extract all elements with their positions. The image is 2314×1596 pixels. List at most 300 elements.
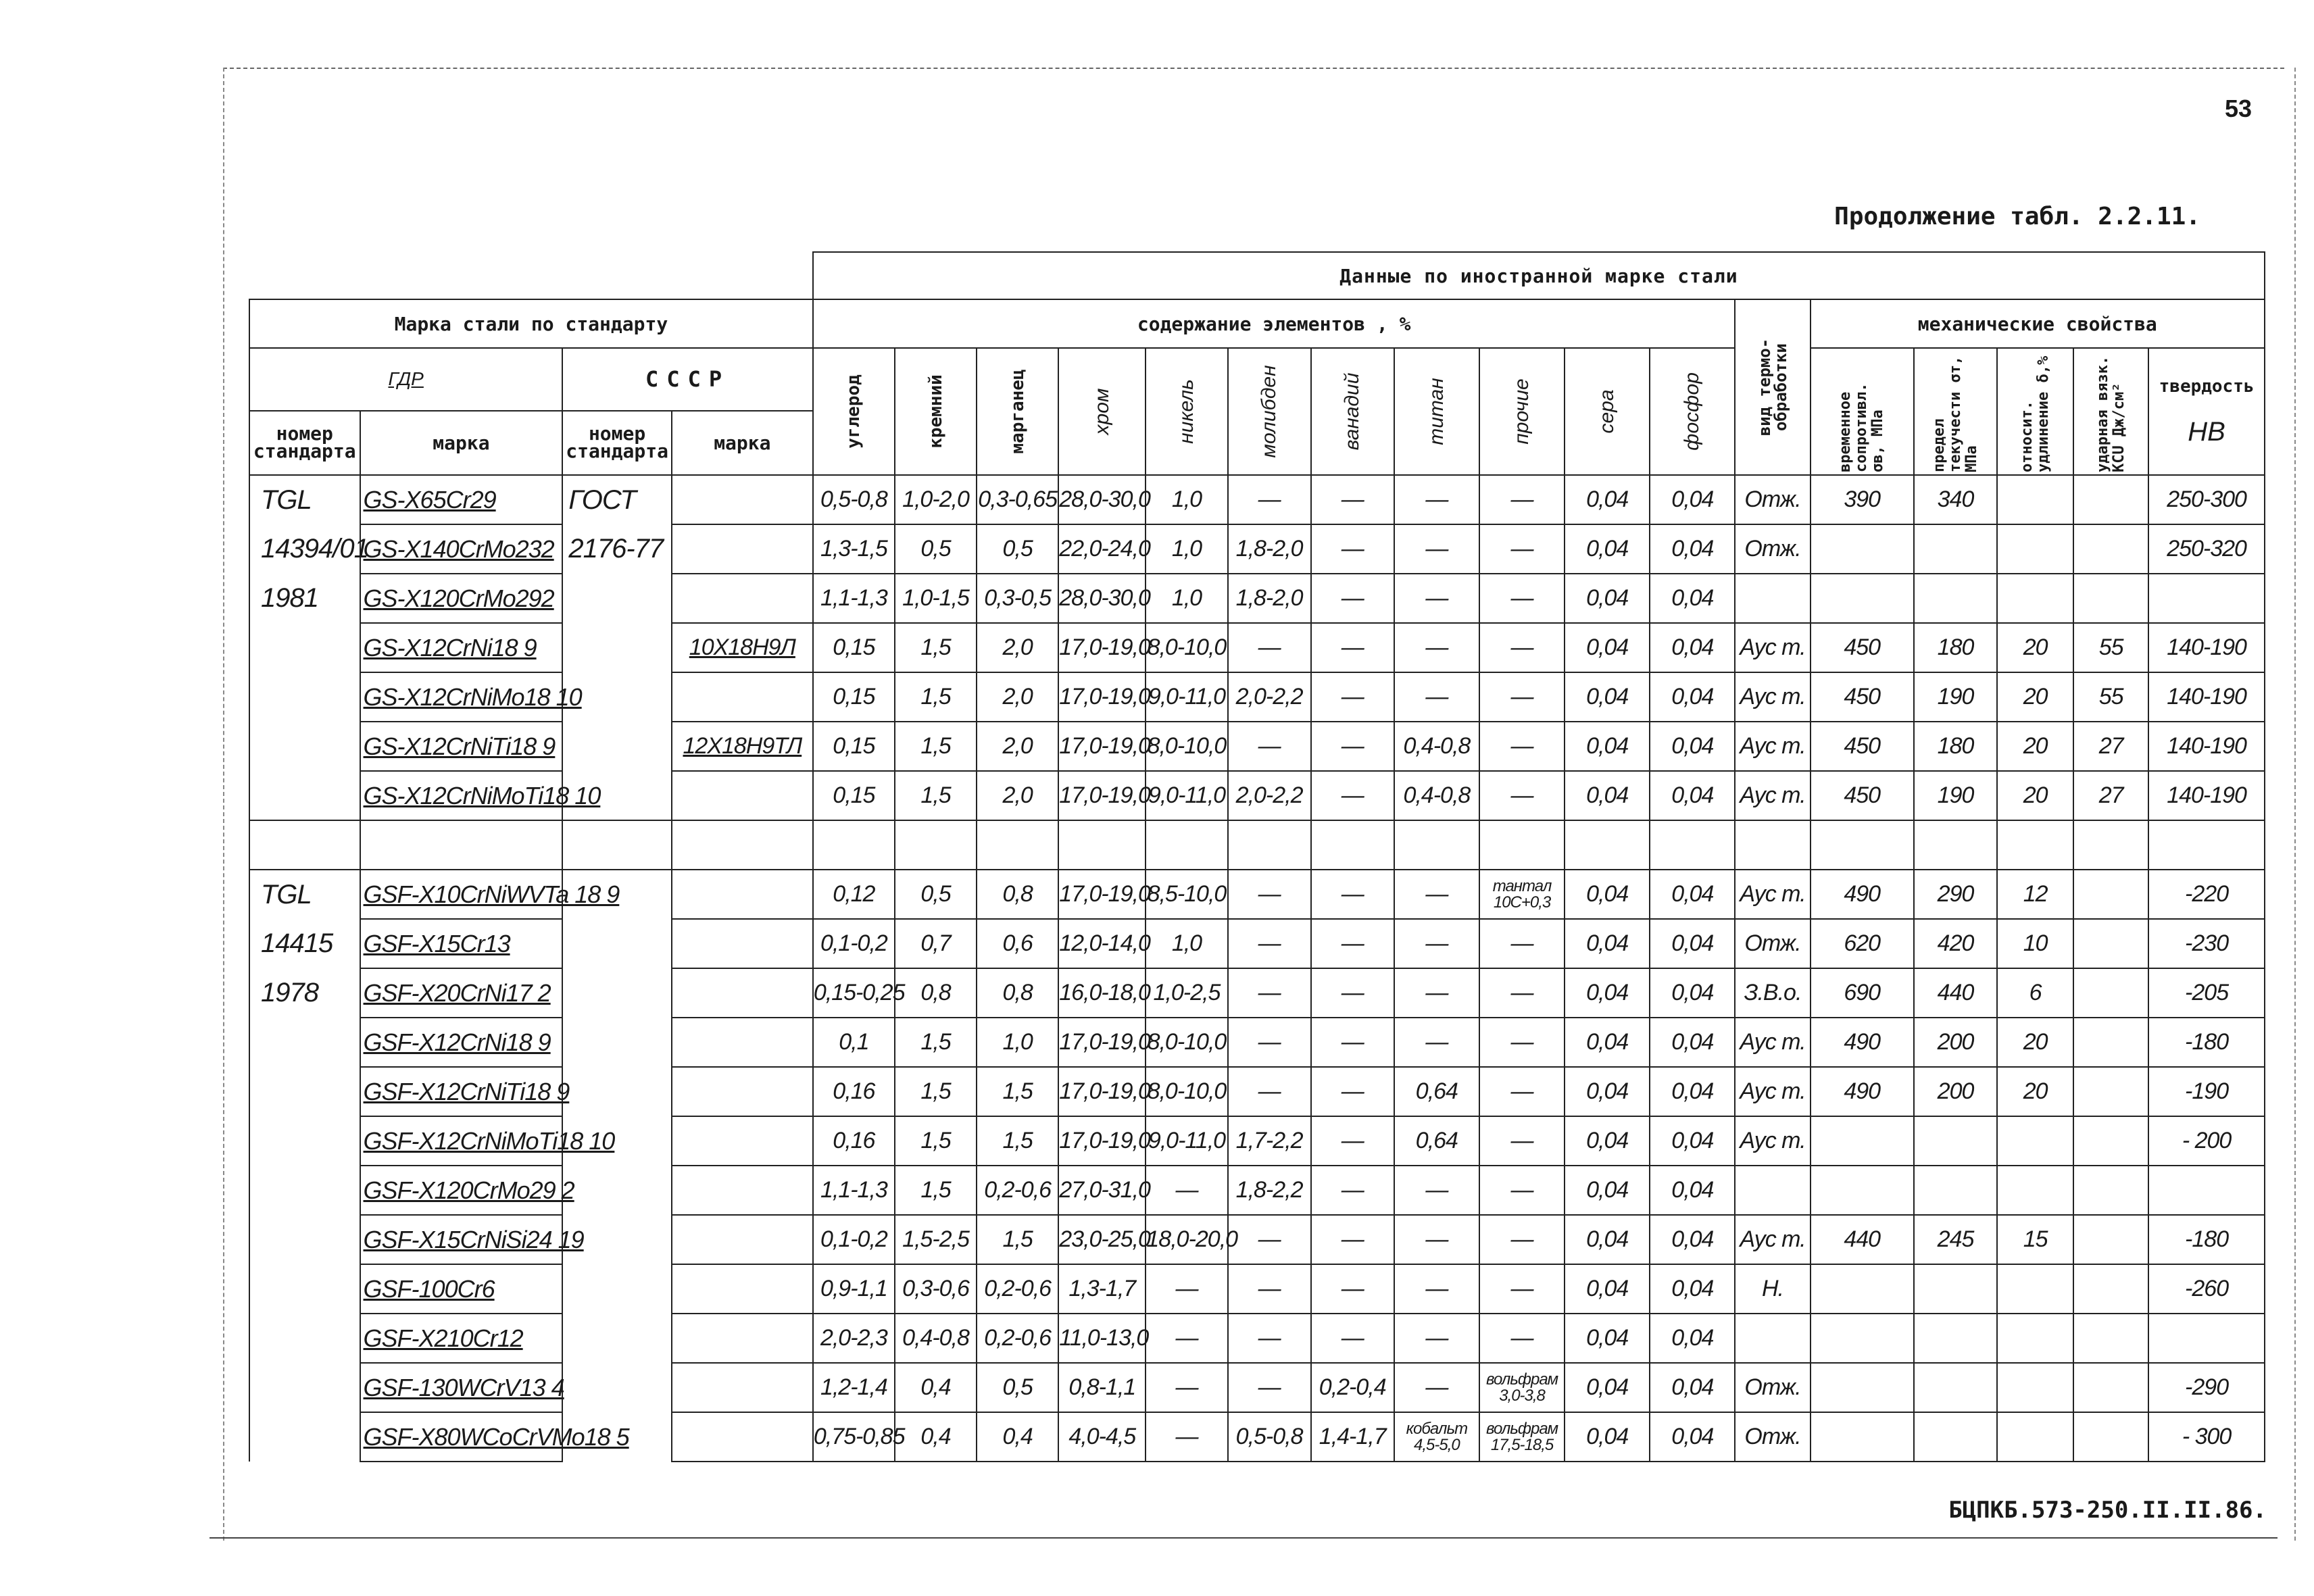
- other-cell: —: [1479, 672, 1565, 722]
- other-cell: вольфрам 17,5-18,5: [1479, 1412, 1565, 1462]
- impact-cell: [2073, 870, 2148, 919]
- impact-cell: [2073, 574, 2148, 623]
- titanium-cell: 0,64: [1394, 1116, 1479, 1166]
- table-body: [249, 475, 2265, 1462]
- elongation-cell: [1997, 1314, 2073, 1363]
- titanium-cell: 0,4-0,8: [1394, 722, 1479, 771]
- header-ussr: СССР: [562, 348, 812, 411]
- phosphorus-cell: 0,04: [1650, 1166, 1735, 1215]
- impact-cell: [2073, 1412, 2148, 1462]
- elongation-cell: [1997, 1412, 2073, 1462]
- gdr-grade-cell: GSF-100Cr6: [360, 1264, 563, 1314]
- molybdenum-cell: 1,8-2,0: [1228, 574, 1311, 623]
- header-std-no-gdr: номер стандарта: [249, 411, 360, 475]
- elongation-cell: 6: [1997, 968, 2073, 1018]
- vanadium-cell: —: [1311, 1314, 1394, 1363]
- nickel-cell: 9,0-11,0: [1146, 672, 1227, 722]
- manganese-cell: 1,5: [977, 1116, 1058, 1166]
- elongation-cell: [1997, 1363, 2073, 1412]
- yield-cell: [1914, 1412, 1997, 1462]
- page-number: 53: [2224, 95, 2252, 122]
- manganese-cell: 0,8: [977, 870, 1058, 919]
- manganese-cell: 0,8: [977, 968, 1058, 1018]
- ussr-grade-cell: [672, 1166, 813, 1215]
- gdr-standard-cell: TGL: [249, 475, 360, 524]
- hardness-cell: -290: [2148, 1363, 2265, 1412]
- phosphorus-cell: 0,04: [1650, 870, 1735, 919]
- silicon-cell: 1,5: [895, 722, 977, 771]
- header-gdr: ГДР: [249, 348, 562, 411]
- elongation-cell: 15: [1997, 1215, 2073, 1264]
- vanadium-cell: —: [1311, 771, 1394, 820]
- tensile-cell: 450: [1811, 623, 1914, 672]
- carbon-cell: 0,15: [813, 722, 895, 771]
- table-row: [249, 672, 2265, 722]
- ussr-grade-cell: [672, 475, 813, 524]
- nickel-cell: 9,0-11,0: [1146, 771, 1227, 820]
- titanium-cell: —: [1394, 574, 1479, 623]
- gdr-standard-cell: 14415: [249, 919, 360, 968]
- molybdenum-cell: 2,0-2,2: [1228, 771, 1311, 820]
- yield-cell: 290: [1914, 870, 1997, 919]
- other-cell: —: [1479, 1314, 1565, 1363]
- table-row: [249, 1116, 2265, 1166]
- empty-cell: [895, 820, 977, 870]
- silicon-cell: 0,5: [895, 870, 977, 919]
- yield-cell: 420: [1914, 919, 1997, 968]
- manganese-cell: 0,3-0,65: [977, 475, 1058, 524]
- other-cell: —: [1479, 524, 1565, 574]
- manganese-cell: 2,0: [977, 722, 1058, 771]
- hardness-cell: -190: [2148, 1067, 2265, 1116]
- elongation-cell: 20: [1997, 672, 2073, 722]
- carbon-cell: 1,2-1,4: [813, 1363, 895, 1412]
- ussr-grade-cell: [672, 574, 813, 623]
- ussr-grade-cell: [672, 1116, 813, 1166]
- nickel-cell: 8,0-10,0: [1146, 1018, 1227, 1067]
- other-cell: —: [1479, 722, 1565, 771]
- molybdenum-cell: —: [1228, 475, 1311, 524]
- yield-cell: [1914, 524, 1997, 574]
- phosphorus-cell: 0,04: [1650, 623, 1735, 672]
- phosphorus-cell: 0,04: [1650, 1018, 1735, 1067]
- tensile-cell: [1811, 574, 1914, 623]
- silicon-cell: 1,5: [895, 1116, 977, 1166]
- carbon-cell: 0,16: [813, 1116, 895, 1166]
- tensile-cell: [1811, 1116, 1914, 1166]
- hardness-cell: -230: [2148, 919, 2265, 968]
- heat-treatment-cell: Отж.: [1735, 1363, 1810, 1412]
- gdr-standard-cell: [249, 672, 360, 722]
- ussr-standard-cell: [562, 1314, 672, 1363]
- vanadium-cell: —: [1311, 1166, 1394, 1215]
- frame-bottom-line: [210, 1537, 2278, 1539]
- other-cell: —: [1479, 1264, 1565, 1314]
- nickel-cell: 18,0-20,0: [1146, 1215, 1227, 1264]
- ussr-grade-cell: [672, 919, 813, 968]
- molybdenum-cell: —: [1228, 1264, 1311, 1314]
- gdr-grade-cell: GS-X12CrNiMo18 10: [360, 672, 563, 722]
- empty-cell: [1811, 820, 1914, 870]
- manganese-cell: 2,0: [977, 771, 1058, 820]
- silicon-cell: 1,0-1,5: [895, 574, 977, 623]
- header-sulfur: сера: [1565, 348, 1650, 475]
- phosphorus-cell: 0,04: [1650, 1412, 1735, 1462]
- manganese-cell: 0,2-0,6: [977, 1166, 1058, 1215]
- phosphorus-cell: 0,04: [1650, 475, 1735, 524]
- header-elongation: относит. удлинение δ,%: [1997, 348, 2073, 475]
- table-row: [249, 524, 2265, 574]
- ussr-grade-cell: [672, 1067, 813, 1116]
- ussr-standard-cell: [562, 722, 672, 771]
- carbon-cell: 0,15: [813, 771, 895, 820]
- titanium-cell: —: [1394, 1018, 1479, 1067]
- header-vanadium: ванадий: [1311, 348, 1394, 475]
- header-element-content: содержание элементов , %: [813, 299, 1736, 348]
- gdr-standard-cell: [249, 1264, 360, 1314]
- sulfur-cell: 0,04: [1565, 1166, 1650, 1215]
- molybdenum-cell: —: [1228, 623, 1311, 672]
- carbon-cell: 0,9-1,1: [813, 1264, 895, 1314]
- gdr-grade-cell: GSF-X10CrNiWVTa 18 9: [360, 870, 563, 919]
- ussr-standard-cell: [562, 919, 672, 968]
- gdr-grade-cell: GS-X140CrMo232: [360, 524, 563, 574]
- nickel-cell: 8,0-10,0: [1146, 722, 1227, 771]
- carbon-cell: 0,15: [813, 623, 895, 672]
- other-cell: —: [1479, 574, 1565, 623]
- manganese-cell: 0,4: [977, 1412, 1058, 1462]
- vanadium-cell: —: [1311, 574, 1394, 623]
- empty-cell: [562, 820, 672, 870]
- impact-cell: 55: [2073, 672, 2148, 722]
- titanium-cell: —: [1394, 623, 1479, 672]
- molybdenum-cell: 1,7-2,2: [1228, 1116, 1311, 1166]
- heat-treatment-cell: Аус т.: [1735, 870, 1810, 919]
- vanadium-cell: —: [1311, 623, 1394, 672]
- carbon-cell: 0,1-0,2: [813, 1215, 895, 1264]
- table-continuation-title: Продолжение табл. 2.2.11.: [1834, 203, 2200, 230]
- gdr-standard-cell: 1981: [249, 574, 360, 623]
- header-hardness: твердость НВ: [2148, 348, 2265, 475]
- titanium-cell: —: [1394, 1215, 1479, 1264]
- phosphorus-cell: 0,04: [1650, 968, 1735, 1018]
- vanadium-cell: —: [1311, 1264, 1394, 1314]
- manganese-cell: 0,6: [977, 919, 1058, 968]
- carbon-cell: 1,1-1,3: [813, 574, 895, 623]
- impact-cell: 55: [2073, 623, 2148, 672]
- gdr-standard-cell: [249, 1067, 360, 1116]
- heat-treatment-cell: Аус т.: [1735, 1018, 1810, 1067]
- chromium-cell: 17,0-19,0: [1058, 1018, 1146, 1067]
- heat-treatment-cell: [1735, 1166, 1810, 1215]
- impact-cell: [2073, 1116, 2148, 1166]
- tensile-cell: 490: [1811, 1067, 1914, 1116]
- carbon-cell: 1,3-1,5: [813, 524, 895, 574]
- heat-treatment-cell: Аус т.: [1735, 771, 1810, 820]
- chromium-cell: 11,0-13,0: [1058, 1314, 1146, 1363]
- chromium-cell: 16,0-18,0: [1058, 968, 1146, 1018]
- nickel-cell: 8,0-10,0: [1146, 1067, 1227, 1116]
- vanadium-cell: —: [1311, 1215, 1394, 1264]
- tensile-cell: [1811, 1363, 1914, 1412]
- other-cell: тантал 10С+0,3: [1479, 870, 1565, 919]
- other-cell: —: [1479, 1116, 1565, 1166]
- heat-treatment-cell: Аус т.: [1735, 1116, 1810, 1166]
- sulfur-cell: 0,04: [1565, 524, 1650, 574]
- chromium-cell: 27,0-31,0: [1058, 1166, 1146, 1215]
- ussr-grade-cell: [672, 1363, 813, 1412]
- phosphorus-cell: 0,04: [1650, 919, 1735, 968]
- impact-cell: [2073, 1018, 2148, 1067]
- hardness-cell: -180: [2148, 1215, 2265, 1264]
- hardness-cell: -180: [2148, 1018, 2265, 1067]
- other-cell: вольфрам 3,0-3,8: [1479, 1363, 1565, 1412]
- gdr-grade-cell: GSF-X12CrNiTi18 9: [360, 1067, 563, 1116]
- sulfur-cell: 0,04: [1565, 475, 1650, 524]
- gdr-standard-cell: [249, 623, 360, 672]
- hardness-cell: [2148, 1166, 2265, 1215]
- molybdenum-cell: —: [1228, 1314, 1311, 1363]
- silicon-cell: 1,5: [895, 623, 977, 672]
- titanium-cell: —: [1394, 968, 1479, 1018]
- table-row: [249, 771, 2265, 820]
- tensile-cell: 450: [1811, 672, 1914, 722]
- heat-treatment-cell: [1735, 574, 1810, 623]
- titanium-cell: —: [1394, 919, 1479, 968]
- gdr-grade-cell: GS-X12CrNi18 9: [360, 623, 563, 672]
- elongation-cell: 20: [1997, 722, 2073, 771]
- gdr-standard-cell: [249, 1116, 360, 1166]
- ussr-grade-cell: [672, 1264, 813, 1314]
- elongation-cell: [1997, 1116, 2073, 1166]
- elongation-cell: [1997, 574, 2073, 623]
- yield-cell: 190: [1914, 672, 1997, 722]
- titanium-cell: —: [1394, 524, 1479, 574]
- gdr-grade-cell: GS-X12CrNiMoTi18 10: [360, 771, 563, 820]
- manganese-cell: 0,5: [977, 524, 1058, 574]
- sulfur-cell: 0,04: [1565, 771, 1650, 820]
- gdr-grade-cell: GSF-X20CrNi17 2: [360, 968, 563, 1018]
- phosphorus-cell: 0,04: [1650, 1363, 1735, 1412]
- tensile-cell: 620: [1811, 919, 1914, 968]
- empty-cell: [1058, 820, 1146, 870]
- manganese-cell: 1,5: [977, 1067, 1058, 1116]
- nickel-cell: 9,0-11,0: [1146, 1116, 1227, 1166]
- ussr-standard-cell: [562, 623, 672, 672]
- hardness-cell: - 300: [2148, 1412, 2265, 1462]
- gdr-grade-cell: GSF-X15CrNiSi24 19: [360, 1215, 563, 1264]
- titanium-cell: —: [1394, 1363, 1479, 1412]
- empty-cell: [1735, 820, 1810, 870]
- tensile-cell: [1811, 1166, 1914, 1215]
- other-cell: —: [1479, 623, 1565, 672]
- ussr-standard-cell: [562, 1018, 672, 1067]
- header-mechanical-properties: механические свойства: [1811, 299, 2265, 348]
- molybdenum-cell: —: [1228, 968, 1311, 1018]
- vanadium-cell: —: [1311, 475, 1394, 524]
- impact-cell: [2073, 1314, 2148, 1363]
- yield-cell: 190: [1914, 771, 1997, 820]
- empty-cell: [1146, 820, 1227, 870]
- empty-cell: [1228, 820, 1311, 870]
- sulfur-cell: 0,04: [1565, 1412, 1650, 1462]
- other-cell: —: [1479, 475, 1565, 524]
- heat-treatment-cell: Аус т.: [1735, 722, 1810, 771]
- titanium-cell: —: [1394, 870, 1479, 919]
- hardness-cell: - 200: [2148, 1116, 2265, 1166]
- nickel-cell: 1,0-2,5: [1146, 968, 1227, 1018]
- impact-cell: [2073, 1215, 2148, 1264]
- silicon-cell: 0,7: [895, 919, 977, 968]
- tensile-cell: [1811, 524, 1914, 574]
- titanium-cell: кобальт 4,5-5,0: [1394, 1412, 1479, 1462]
- carbon-cell: 0,1-0,2: [813, 919, 895, 968]
- yield-cell: 340: [1914, 475, 1997, 524]
- nickel-cell: 1,0: [1146, 475, 1227, 524]
- empty-cell: [1394, 820, 1479, 870]
- molybdenum-cell: —: [1228, 1215, 1311, 1264]
- header-heat-treatment: вид термо-обработки: [1735, 299, 1810, 475]
- impact-cell: [2073, 919, 2148, 968]
- ussr-grade-cell: 10Х18Н9Л: [672, 623, 813, 672]
- empty-cell: [2073, 820, 2148, 870]
- heat-treatment-cell: Отж.: [1735, 524, 1810, 574]
- carbon-cell: 0,1: [813, 1018, 895, 1067]
- nickel-cell: 8,0-10,0: [1146, 623, 1227, 672]
- yield-cell: 200: [1914, 1067, 1997, 1116]
- chromium-cell: 23,0-25,0: [1058, 1215, 1146, 1264]
- silicon-cell: 0,4-0,8: [895, 1314, 977, 1363]
- gdr-standard-cell: [249, 1314, 360, 1363]
- carbon-cell: 2,0-2,3: [813, 1314, 895, 1363]
- heat-treatment-cell: Н.: [1735, 1264, 1810, 1314]
- yield-cell: [1914, 1314, 1997, 1363]
- titanium-cell: —: [1394, 475, 1479, 524]
- sulfur-cell: 0,04: [1565, 1215, 1650, 1264]
- hardness-cell: 140-190: [2148, 771, 2265, 820]
- table-row: [249, 870, 2265, 919]
- ussr-grade-cell: [672, 672, 813, 722]
- heat-treatment-cell: З.В.о.: [1735, 968, 1810, 1018]
- ussr-standard-cell: [562, 1166, 672, 1215]
- ussr-standard-cell: [562, 968, 672, 1018]
- elongation-cell: [1997, 475, 2073, 524]
- other-cell: —: [1479, 1067, 1565, 1116]
- tensile-cell: 490: [1811, 870, 1914, 919]
- tensile-cell: 490: [1811, 1018, 1914, 1067]
- other-cell: —: [1479, 1215, 1565, 1264]
- titanium-cell: 0,4-0,8: [1394, 771, 1479, 820]
- silicon-cell: 0,3-0,6: [895, 1264, 977, 1314]
- gdr-standard-cell: [249, 722, 360, 771]
- header-chromium: хром: [1058, 348, 1146, 475]
- table-row: [249, 623, 2265, 672]
- table-row: [249, 1018, 2265, 1067]
- ussr-standard-cell: ГОСТ: [562, 475, 672, 524]
- silicon-cell: 0,8: [895, 968, 977, 1018]
- gdr-standard-cell: [249, 771, 360, 820]
- tensile-cell: 440: [1811, 1215, 1914, 1264]
- sulfur-cell: 0,04: [1565, 1363, 1650, 1412]
- ussr-grade-cell: [672, 1314, 813, 1363]
- ussr-grade-cell: [672, 1215, 813, 1264]
- ussr-grade-cell: [672, 870, 813, 919]
- impact-cell: 27: [2073, 722, 2148, 771]
- elongation-cell: 20: [1997, 771, 2073, 820]
- nickel-cell: —: [1146, 1363, 1227, 1412]
- yield-cell: 440: [1914, 968, 1997, 1018]
- phosphorus-cell: 0,04: [1650, 1314, 1735, 1363]
- elongation-cell: 20: [1997, 1018, 2073, 1067]
- gdr-grade-cell: GSF-130WCrV13 4: [360, 1363, 563, 1412]
- silicon-cell: 1,0-2,0: [895, 475, 977, 524]
- tensile-cell: [1811, 1314, 1914, 1363]
- table-row: [249, 919, 2265, 968]
- hardness-cell: -260: [2148, 1264, 2265, 1314]
- other-cell: —: [1479, 1018, 1565, 1067]
- gdr-grade-cell: GSF-X210Cr12: [360, 1314, 563, 1363]
- gdr-standard-cell: [249, 1166, 360, 1215]
- header-phosphorus: фосфор: [1650, 348, 1735, 475]
- elongation-cell: [1997, 524, 2073, 574]
- phosphorus-cell: 0,04: [1650, 524, 1735, 574]
- ussr-grade-cell: [672, 1412, 813, 1462]
- carbon-cell: 0,5-0,8: [813, 475, 895, 524]
- gdr-standard-cell: [249, 1215, 360, 1264]
- silicon-cell: 0,4: [895, 1363, 977, 1412]
- heat-treatment-cell: Аус т.: [1735, 672, 1810, 722]
- hardness-cell: [2148, 1314, 2265, 1363]
- molybdenum-cell: 1,8-2,0: [1228, 524, 1311, 574]
- vanadium-cell: 0,2-0,4: [1311, 1363, 1394, 1412]
- ussr-standard-cell: [562, 1067, 672, 1116]
- chromium-cell: 17,0-19,0: [1058, 771, 1146, 820]
- gdr-standard-cell: 1978: [249, 968, 360, 1018]
- manganese-cell: 0,2-0,6: [977, 1314, 1058, 1363]
- titanium-cell: —: [1394, 672, 1479, 722]
- vanadium-cell: —: [1311, 968, 1394, 1018]
- elongation-cell: 12: [1997, 870, 2073, 919]
- hardness-cell: -220: [2148, 870, 2265, 919]
- header-yield: предел текучести σт, МПа: [1914, 348, 1997, 475]
- chromium-cell: 17,0-19,0: [1058, 1116, 1146, 1166]
- ussr-standard-cell: [562, 1363, 672, 1412]
- vanadium-cell: —: [1311, 919, 1394, 968]
- nickel-cell: —: [1146, 1264, 1227, 1314]
- frame-left-line: [223, 68, 224, 1541]
- empty-cell: [360, 820, 563, 870]
- nickel-cell: 8,5-10,0: [1146, 870, 1227, 919]
- ussr-grade-cell: [672, 968, 813, 1018]
- header-nickel: никель: [1146, 348, 1227, 475]
- empty-cell: [977, 820, 1058, 870]
- nickel-cell: —: [1146, 1314, 1227, 1363]
- ussr-grade-cell: 12Х18Н9ТЛ: [672, 722, 813, 771]
- header-tensile: временное сопротивл. σв, МПа: [1811, 348, 1914, 475]
- phosphorus-cell: 0,04: [1650, 1116, 1735, 1166]
- carbon-cell: 0,15: [813, 672, 895, 722]
- yield-cell: 180: [1914, 623, 1997, 672]
- gdr-standard-cell: [249, 1363, 360, 1412]
- steel-grades-table: [249, 251, 2265, 1462]
- vanadium-cell: 1,4-1,7: [1311, 1412, 1394, 1462]
- table-row: [249, 968, 2265, 1018]
- impact-cell: [2073, 968, 2148, 1018]
- table-row: [249, 1412, 2265, 1462]
- molybdenum-cell: 0,5-0,8: [1228, 1412, 1311, 1462]
- sulfur-cell: 0,04: [1565, 919, 1650, 968]
- molybdenum-cell: —: [1228, 722, 1311, 771]
